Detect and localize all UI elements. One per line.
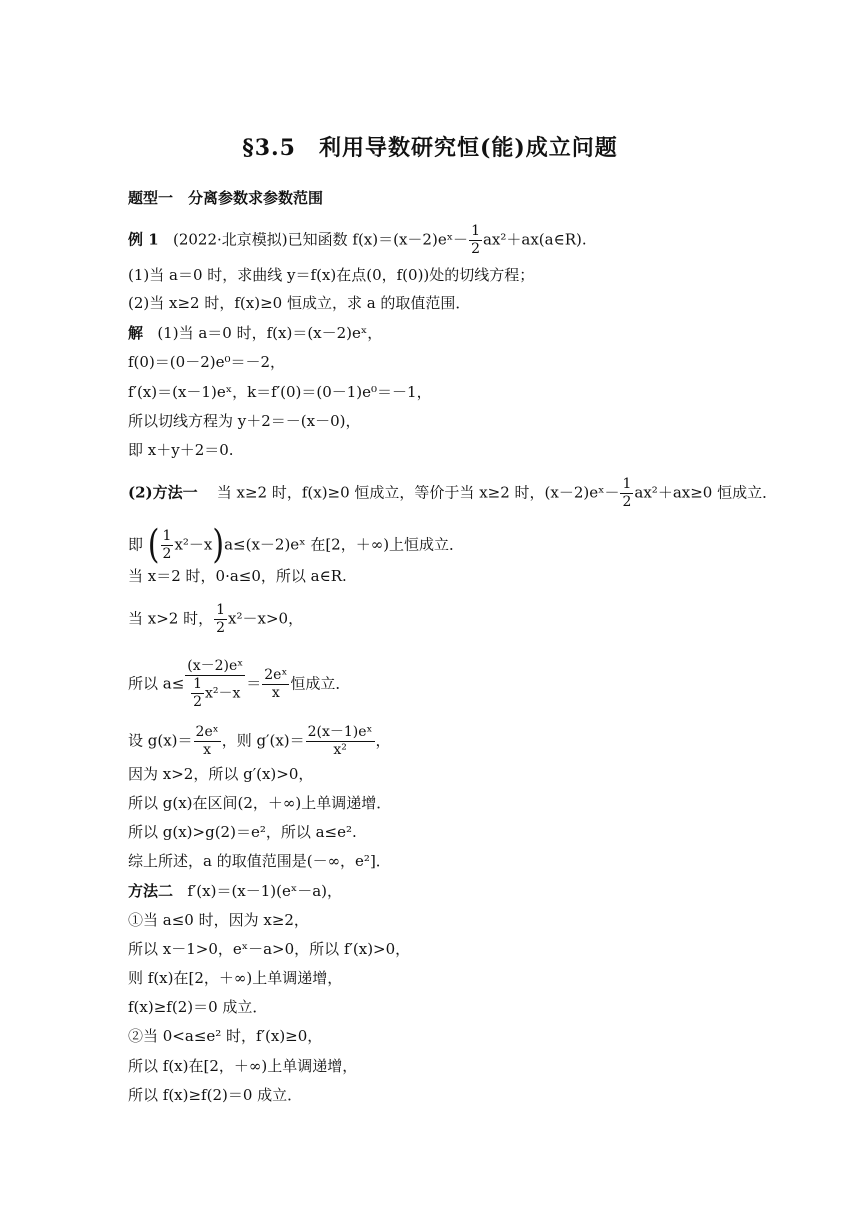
solution-line-12: 因为 x>2，所以 g′(x)>0， bbox=[128, 765, 314, 783]
solution-line-1: 解 (1)当 a＝0 时，f(x)＝(x－2)eˣ， bbox=[128, 324, 383, 342]
solution-line-20: f(x)≥f(2)＝0 成立． bbox=[128, 998, 268, 1016]
solution-line-17: ①当 a≤0 时，因为 x≥2， bbox=[128, 911, 309, 929]
solution-line-22: 所以 f(x)在[2，＋∞)上单调递增， bbox=[128, 1057, 358, 1075]
question-1: (1)当 a＝0 时，求曲线 y＝f(x)在点(0，f(0))处的切线方程； bbox=[128, 266, 535, 284]
solution-line-21: ②当 0<a≤e² 时，f′(x)≥0， bbox=[128, 1027, 323, 1045]
example-source: (2022·北京模拟)已知函数 f(x)＝(x－2)eˣ－ bbox=[172, 230, 469, 249]
solution-line-9: 当 x>2 时， $\frac{1}{2}$ x²－x>0， bbox=[128, 602, 304, 636]
method-1-line: (2)方法一 当 x≥2 时，f(x)≥0 恒成立，等价于当 x≥2 时，(x－2)eˣ－ $\frac{1}{2}$ ax²＋ax≥0 恒成立． bbox=[128, 476, 778, 510]
section-heading: 题型一 分离参数求参数范围 bbox=[128, 189, 324, 207]
solution-line-10: 所以 a≤ (x－2)eˣ $\frac{1}{2}$ x²－x ＝ $\frac{\text{2eˣ}}{x}$ 恒成立． bbox=[128, 658, 351, 710]
solution-line-18: 所以 x－1>0，eˣ－a>0，所以 f′(x)>0， bbox=[128, 940, 411, 958]
fraction: $\frac{\text{2eˣ}}{x}$ bbox=[195, 724, 219, 758]
solution-line-3: f′(x)＝(x－1)eˣ，k＝f′(0)＝(0－1)e⁰＝－1， bbox=[128, 383, 432, 401]
solution-line-8: 当 x＝2 时，0·a≤0，所以 a∈R. bbox=[128, 567, 347, 585]
fraction: $\frac{\text{2eˣ}}{x}$ bbox=[264, 667, 288, 701]
fraction: $\frac{\text{2(x－1)eˣ}}{\text{x²}}$ bbox=[307, 724, 373, 758]
solution-label: 解 bbox=[128, 324, 144, 342]
solution-line-14: 所以 g(x)>g(2)＝e²，所以 a≤e². bbox=[128, 823, 357, 841]
solution-line-15: 综上所述，a 的取值范围是(－∞，e²]． bbox=[128, 852, 391, 870]
method-2-line: 方法二 f′(x)＝(x－1)(eˣ－a)， bbox=[128, 882, 343, 900]
compound-fraction: (x－2)eˣ $\frac{1}{2}$ x²－x bbox=[187, 658, 244, 710]
example-1 bbox=[128, 223, 587, 258]
solution-line-13: 所以 g(x)在区间(2，＋∞)上单调递增． bbox=[128, 794, 392, 812]
solution-line-23: 所以 f(x)≥f(2)＝0 成立． bbox=[128, 1086, 303, 1104]
solution-line-11: 设 g(x)＝ $\frac{\text{2eˣ}}{x}$ ，则 g′(x)＝ $\frac{\text{2(x－1)eˣ}}{\text{x²}}$ ， bbox=[128, 724, 391, 758]
example-label: 例 1 bbox=[128, 230, 159, 249]
fraction-half: $\frac{1}{2}$ bbox=[622, 476, 632, 510]
method-2-label: 方法二 bbox=[128, 882, 174, 900]
fraction-half: $\frac{1}{2}$ bbox=[216, 602, 226, 636]
fraction-half: $\frac{1}{2}$ bbox=[471, 223, 480, 257]
solution-line-5: 即 x＋y＋2＝0. bbox=[128, 441, 234, 459]
solution-line-2: f(0)＝(0－2)e⁰＝－2， bbox=[128, 353, 286, 371]
question-2: (2)当 x≥2 时，f(x)≥0 恒成立，求 a 的取值范围． bbox=[128, 294, 471, 312]
fraction-half: $\frac{1}{2}$ bbox=[162, 528, 172, 562]
solution-line-7: 即 ( $\frac{1}{2}$ x²－x)a≤(x－2)eˣ 在[2，＋∞)上恒成立． bbox=[128, 522, 465, 568]
solution-line-19: 则 f(x)在[2，＋∞)上单调递增， bbox=[128, 969, 343, 987]
method-1-label: (2)方法一 bbox=[128, 483, 198, 502]
solution-line-4: 所以切线方程为 y＋2＝－(x－0)， bbox=[128, 412, 361, 430]
page-title: §3.5 利用导数研究恒(能)成立问题 bbox=[242, 135, 618, 161]
example-tail: ax²＋ax(a∈R). bbox=[482, 230, 587, 249]
